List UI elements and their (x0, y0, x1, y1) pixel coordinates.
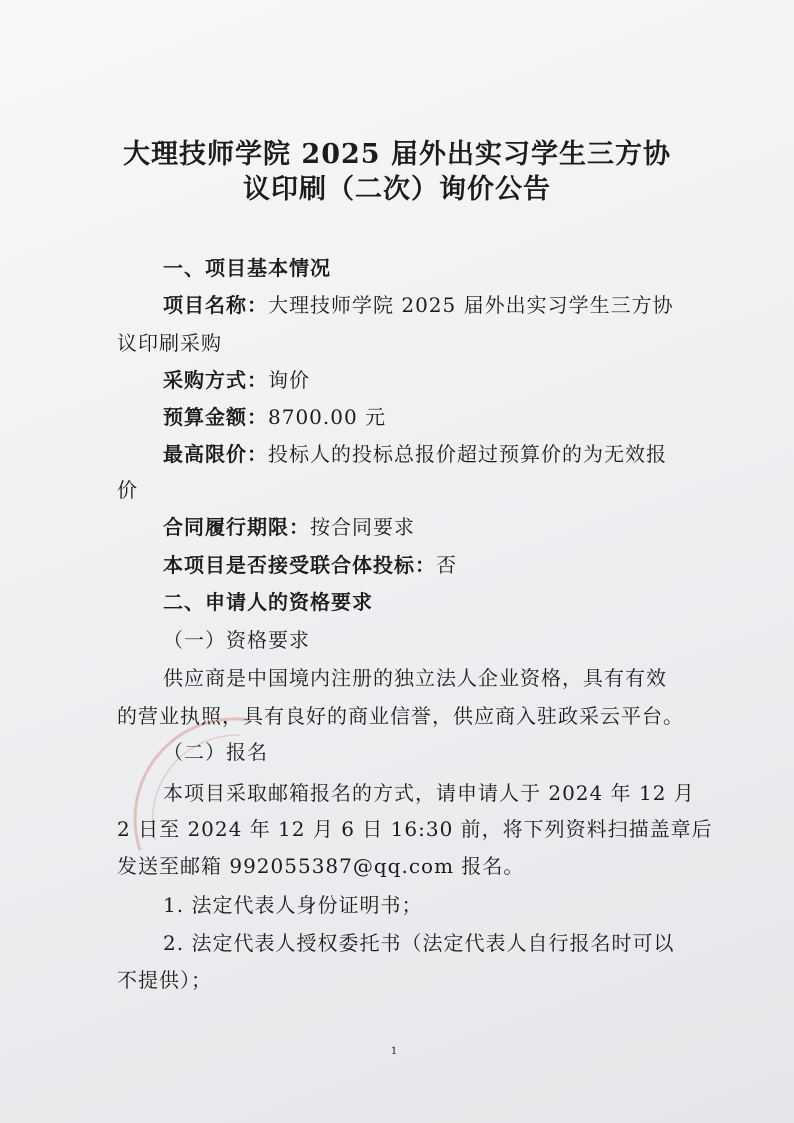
max-price-value: 投标人的投标总报价超过预算价的为无效报 (268, 442, 667, 466)
consortium-label: 本项目是否接受联合体投标： (163, 553, 436, 577)
consortium-row (163, 553, 457, 577)
qualification-paragraph-line: 供应商是中国境内注册的独立法人企业资格，具有有效 (163, 666, 667, 690)
contract-period-label: 合同履行期限： (163, 515, 310, 539)
list-item-continued: 不提供）； (117, 968, 212, 992)
project-name-value: 大理技师学院 2025 届外出实习学生三方协 (268, 293, 674, 317)
qualification-paragraph-line: 的营业执照，具有良好的商业信誉，供应商入驻政采云平台。 (117, 704, 684, 728)
document-title-line-2: 议印刷（二次）询价公告 (243, 174, 551, 205)
list-item: 2. 法定代表人授权委托书（法定代表人自行报名时可以 (163, 931, 675, 955)
budget-value: 8700.00 元 (268, 405, 387, 429)
project-name-label: 项目名称： (163, 293, 268, 317)
section-1-heading: 一、项目基本情况 (163, 256, 331, 280)
budget-row (163, 405, 386, 429)
registration-subheading: （二）报名 (163, 740, 268, 764)
section-2-heading: 二、申请人的资格要求 (163, 590, 373, 614)
procurement-method-row (163, 368, 310, 392)
project-name-value-continued: 议印刷采购 (117, 331, 222, 355)
max-price-value-continued: 价 (117, 478, 138, 502)
registration-paragraph-line: 发送至邮箱 992055387@qq.com 报名。 (117, 854, 525, 878)
project-name-row (163, 293, 674, 317)
document-title-line-1: 大理技师学院 2025 届外出实习学生三方协 (123, 139, 671, 170)
list-item: 1. 法定代表人身份证明书； (163, 893, 423, 917)
consortium-value: 否 (436, 553, 457, 577)
max-price-row (163, 442, 667, 466)
procurement-method-label: 采购方式： (163, 368, 268, 392)
registration-paragraph-line: 2 日至 2024 年 12 月 6 日 16:30 前，将下列资料扫描盖章后 (117, 817, 713, 841)
contract-period-row (163, 515, 415, 539)
page-number: 1 (390, 1046, 398, 1057)
max-price-label: 最高限价： (163, 442, 268, 466)
contract-period-value: 按合同要求 (310, 515, 415, 539)
procurement-method-value: 询价 (268, 368, 310, 392)
registration-paragraph-line: 本项目采取邮箱报名的方式，请申请人于 2024 年 12 月 (163, 781, 695, 805)
qualification-subheading: （一）资格要求 (163, 628, 310, 652)
budget-label: 预算金额： (163, 405, 268, 429)
